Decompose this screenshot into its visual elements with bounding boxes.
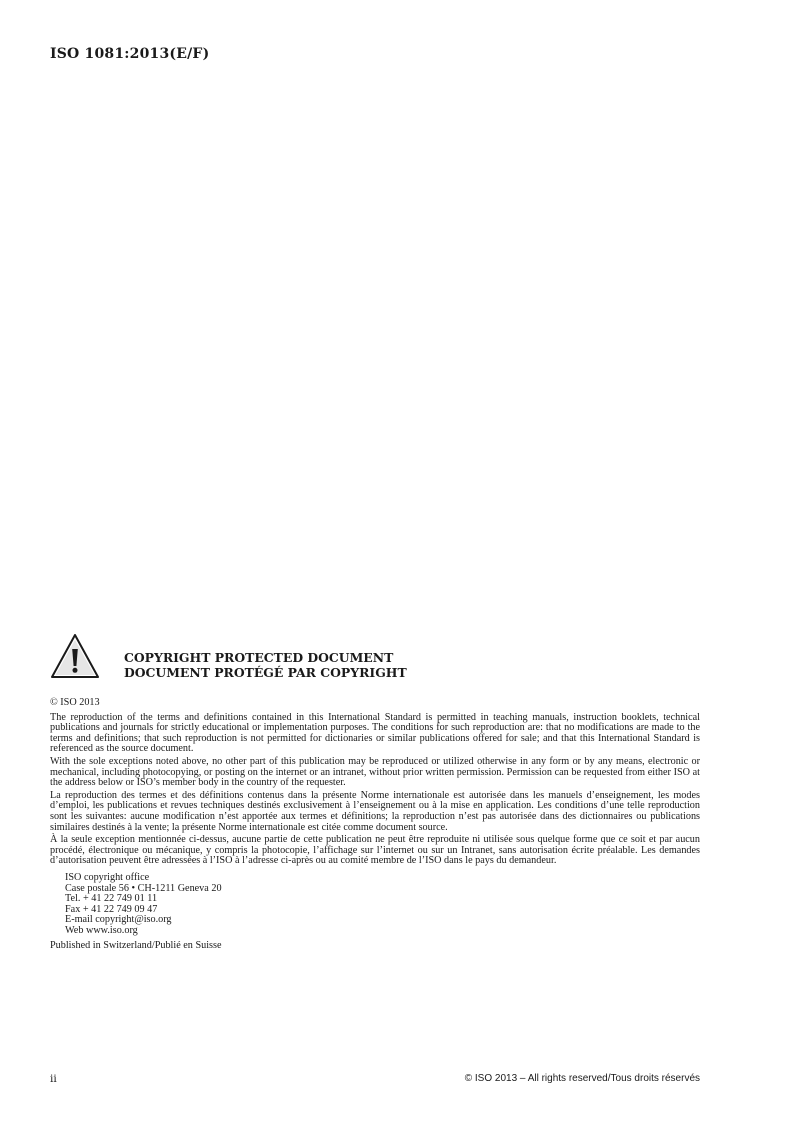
iso-address bbox=[65, 873, 700, 937]
address-line: Fax + 41 22 749 09 47 bbox=[65, 903, 158, 915]
address-line: Tel. + 41 22 749 01 11 bbox=[65, 893, 158, 905]
page-number: ii bbox=[50, 1073, 57, 1085]
copyright-title-fr: DOCUMENT PROTÉGÉ PAR COPYRIGHT bbox=[124, 665, 407, 680]
paragraph-reproduction-en: The reproduction of the terms and definitions contained in this International Standard is permitted in teaching manuals, instruction booklets, technical publications and journals for strictly educational or implementation purposes. The conditions for such reproduction are: that no modifications are made to the terms and definitions; that such reproduction is not permitted for dictionaries or similar publications offered for sale; and that this International Standard is referenced as the source document. bbox=[50, 711, 700, 755]
address-line: ISO copyright office bbox=[65, 871, 150, 883]
address-line: Case postale 56 • CH-1211 Geneva 20 bbox=[65, 882, 222, 894]
address-line: E-mail copyright@iso.org bbox=[65, 914, 172, 926]
copyright-title-en: COPYRIGHT PROTECTED DOCUMENT bbox=[124, 650, 394, 665]
copyright-protected-block bbox=[50, 633, 700, 683]
copyright-year: © ISO 2013 bbox=[50, 697, 100, 708]
paragraph-exceptions-en: With the sole exceptions noted above, no other part of this publication may be reproduced or utilized otherwise in any form or by any means, electronic or mechanical, including photocopying, or posting on the internet or an intranet, without prior written permission. Permission can be requested from either ISO at the address below or ISO’s member body in the country of the requester. bbox=[50, 755, 700, 789]
published-in: Published in Switzerland/Publié en Suisse bbox=[50, 940, 222, 952]
document-id: ISO 1081:2013(E/F) bbox=[50, 46, 210, 62]
rights-reserved: © ISO 2013 – All rights reserved/Tous droits réservés bbox=[464, 1073, 700, 1084]
copyright-body bbox=[50, 698, 700, 952]
address-line: Web www.iso.org bbox=[65, 924, 138, 936]
paragraph-reproduction-fr: La reproduction des termes et des définitions contenus dans la présente Norme internationale est autorisée dans les manuels d’enseignement, les modes d’emploi, les publications et revues techniques destinés exclusivement à l’enseignement ou à la mise en application. Les conditions d’une telle reproduction sont les suivantes: aucune modification n’est apportée aux termes et définitions; la reproduction n’est pas autorisée dans des dictionnaires ou publications similaires destinés à la vente; la présente Norme internationale est citée comme document source. bbox=[50, 789, 700, 833]
paragraph-exceptions-fr: À la seule exception mentionnée ci-dessus, aucune partie de cette publication ne peut être reproduite ni utilisée sous quelque forme que ce soit et par aucun procédé, électronique ou mécanique, y compris la photocopie, l’affichage sur l’internet ou sur un Intranet, sans autorisation écrite préalable. Les demandes d’autorisation peuvent être adressées à l’ISO à l’adresse ci-après ou au comité membre de l’ISO dans le pays du demandeur. bbox=[50, 834, 700, 867]
warning-triangle-icon bbox=[50, 633, 100, 679]
